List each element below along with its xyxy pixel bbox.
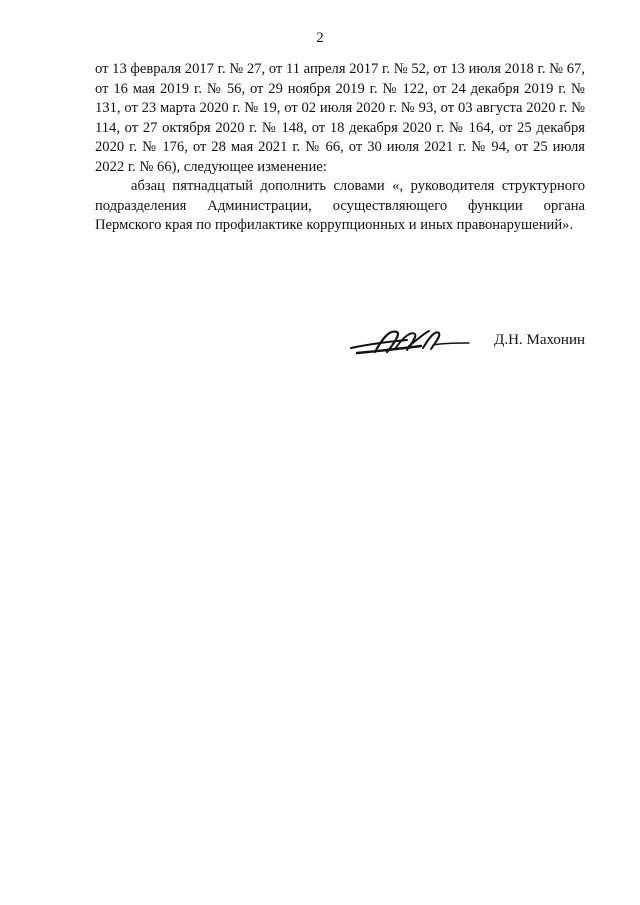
handwritten-signature-icon xyxy=(345,322,475,362)
page-number: 2 xyxy=(316,30,324,46)
amendment-references-paragraph: от 13 февраля 2017 г. № 27, от 11 апреля 2017 г. № 52, от 13 июля 2018 г. № 67, от 16 мая 2019 г. № 56, от 29 ноября 2019 г. № 122, от 24 декабря 2019 г. № 131, от 23 марта 2020 г. № 19, от 02 июля 2020 г. № 93, от 03 августа 2020 г. № 114, от 27 октября 2020 г. № 148, от 18 декабря 2020 г. № 164, от 25 декабря 2020 г. № 176, от 28 мая 2021 г. № 66, от 30 июля 2021 г. № 94, от 25 июля 2022 г. № 66), следующее изменение: xyxy=(95,61,585,175)
signature-block xyxy=(345,322,590,372)
signer-name: Д.Н. Махонин xyxy=(494,332,585,348)
amendment-text-paragraph: абзац пятнадцатый дополнить словами «, руководителя структурного подразделения Администрации, осуществляющего функции органа Пермского края по профилактике коррупционных и иных правонарушений». xyxy=(95,178,585,234)
